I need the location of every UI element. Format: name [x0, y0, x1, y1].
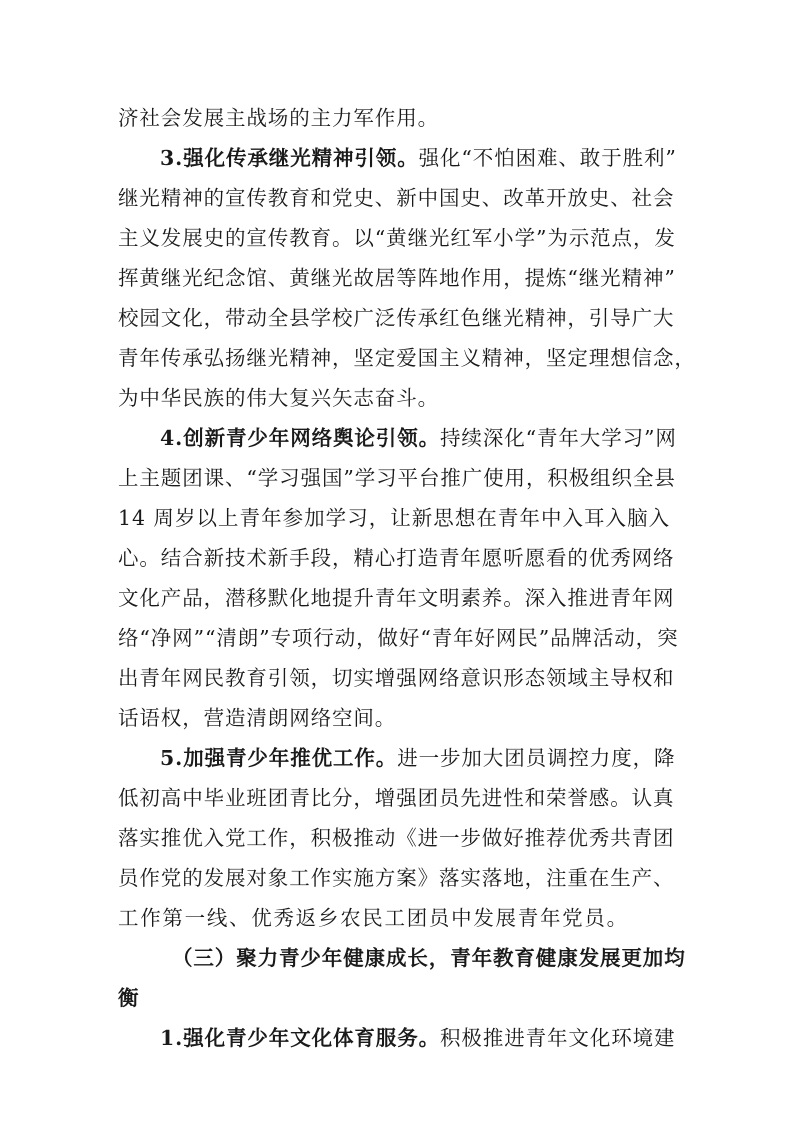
body-line: 上主题团课、“学习强国”学习平台推广使用，积极组织全县: [118, 466, 676, 490]
subheading-line: 5.加强青少年推优工作。进一步加大团员调控力度，降: [160, 746, 676, 770]
body-line: 员作党的发展对象工作实施方案》落实落地，注重在生产、: [118, 866, 675, 890]
body-line: 济社会发展主战场的主力军作用。: [118, 106, 439, 130]
body-line: 校园文化，带动全县学校广泛传承红色继光精神，引导广大: [118, 306, 675, 330]
subheading-3: 3.强化传承继光精神引领。: [160, 146, 419, 170]
body-line: 为中华民族的伟大复兴矢志奋斗。: [118, 386, 439, 410]
subheading-line: 1.强化青少年文化体育服务。积极推进青年文化环境建: [160, 1026, 676, 1050]
body-line: 心。结合新技术新手段，精心打造青年愿听愿看的优秀网络: [118, 546, 675, 570]
body-line: 主义发展史的宣传教育。以“黄继光红军小学”为示范点，发: [118, 226, 676, 250]
subheading-line: 3.强化传承继光精神引领。强化“不怕困难、敢于胜利”: [160, 146, 677, 170]
body-line: 挥黄继光纪念馆、黄继光故居等阵地作用，提炼“继光精神”: [118, 266, 676, 290]
body-line: 继光精神的宣传教育和党史、新中国史、改革开放史、社会: [118, 186, 675, 210]
body-line: 工作第一线、优秀返乡农民工团员中发展青年党员。: [118, 906, 628, 930]
subheading-1: 1.强化青少年文化体育服务。: [160, 1026, 441, 1050]
body-line: 文化产品，潜移默化地提升青年文明素养。深入推进青年网: [118, 586, 675, 610]
body-line: 低初高中毕业班团青比分，增强团员先进性和荣誉感。认真: [118, 786, 675, 810]
body-line: 青年传承弘扬继光精神，坚定爱国主义精神，坚定理想信念，: [118, 346, 696, 370]
body-line: 络“净网”“清朗”专项行动，做好“青年好网民”品牌活动，突: [118, 626, 679, 650]
body-line: 话语权，营造清朗网络空间。: [118, 706, 397, 730]
subheading-5: 5.加强青少年推优工作。: [160, 746, 398, 770]
subheading-line: 4.创新青少年网络舆论引领。持续深化“青年大学习”网: [160, 426, 677, 450]
body-line: 落实推优入党工作，积极推动《进一步做好推荐优秀共青团: [118, 826, 675, 850]
section-heading: （三）聚力青少年健康成长，青年教育健康发展更加均: [172, 946, 686, 970]
body-line: 出青年网民教育引领，切实增强网络意识形态领域主导权和: [118, 666, 675, 690]
body-line: 14 周岁以上青年参加学习，让新思想在青年中入耳入脑入: [118, 506, 670, 530]
section-heading-continued: 衡: [118, 986, 140, 1010]
subheading-4: 4.创新青少年网络舆论引领。: [160, 426, 441, 450]
